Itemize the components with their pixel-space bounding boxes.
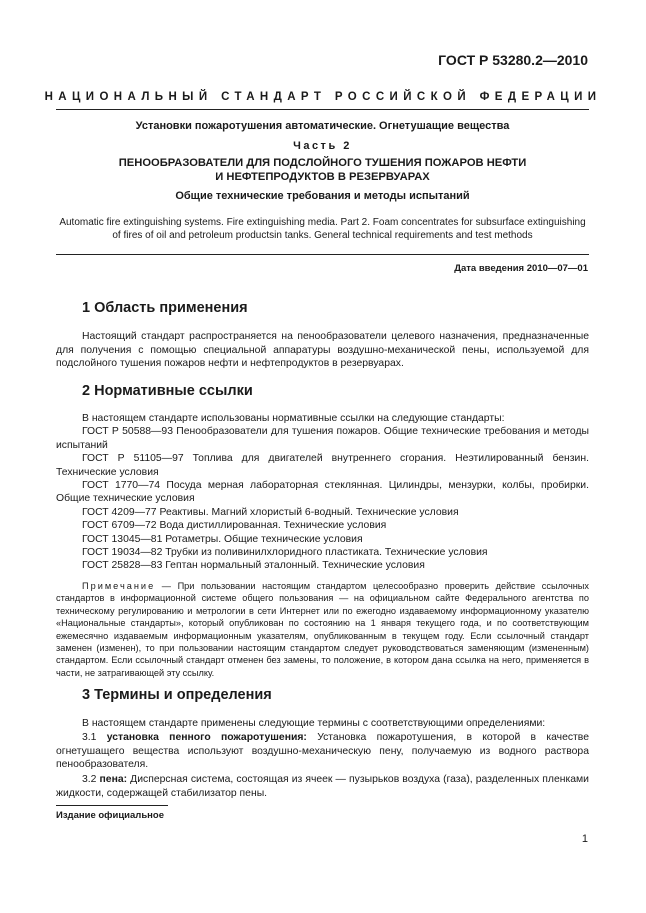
document-number: ГОСТ Р 53280.2—2010 bbox=[438, 52, 588, 68]
reference-item: ГОСТ 25828—83 Гептан нормальный эталонный. Технические условия bbox=[82, 560, 425, 572]
national-standard-banner: НАЦИОНАЛЬНЫЙ СТАНДАРТ РОССИЙСКОЙ ФЕДЕРАЦИИ bbox=[44, 91, 602, 103]
main-title-line1: ПЕНООБРАЗОВАТЕЛИ ДЛЯ ПОДСЛОЙНОГО ТУШЕНИЯ ПОЖАРОВ НЕФТИ bbox=[118, 157, 527, 169]
subtitle: Общие технические требования и методы испытаний bbox=[175, 190, 470, 202]
title-line: Установки пожаротушения автоматические. Огнетушащие вещества bbox=[135, 120, 510, 132]
reference-item: ГОСТ 1770—74 Посуда мерная лабораторная стеклянная. Цилиндры, мензурки, колбы, пробирки. Общие технические условия bbox=[56, 480, 589, 505]
reference-item: ГОСТ 13045—81 Ротаметры. Общие технические условия bbox=[82, 533, 363, 545]
note-text: — При пользовании настоящим стандартом целесообразно проверить действие ссылочных стандартов в информационной системе общего пользования — на официальном сайте Федерального агентства по техническому регулированию и метрологии в сети Интернет или по ежегодно издаваемому информационному указателю «Национальные стандарты», который опубликован по состоянию на 1 января текущего года, и по соответствующим ежемесячно издаваемым информационным указателям, опубликованным в текущем году. Если ссылочный стандарт заменен (изменен), то при пользовании настоящим стандартом следует руководствоваться заменяющим (измененным) стандартом. Если ссылочный стандарт отменен без замены, то положение, в котором дана ссылка на него, применяется в части, не затрагивающей эту ссылку. bbox=[56, 581, 589, 678]
main-title bbox=[56, 156, 589, 184]
section-2-heading: 2 Нормативные ссылки bbox=[82, 383, 253, 399]
reference-item: ГОСТ Р 51105—97 Топлива для двигателей внутреннего сгорания. Неэтилированный бензин. Технические условия bbox=[56, 453, 589, 478]
normative-references bbox=[56, 412, 589, 573]
divider-top bbox=[56, 109, 589, 110]
reference-item: ГОСТ 4209—77 Реактивы. Магний хлористый 6-водный. Технические условия bbox=[82, 506, 459, 518]
reference-item: ГОСТ 19034—82 Трубки из поливинилхлоридного пластиката. Технические условия bbox=[82, 547, 488, 559]
section-1-heading: 1 Область применения bbox=[82, 300, 248, 316]
term-3-1: 3.1 установка пенного пожаротушения: Установка пожаротушения, в которой в качестве огнетушащего вещества используют воздушно-механическую пену, получаемую из водного раствора пенообразователя. bbox=[56, 732, 589, 770]
effective-date: Дата введения 2010—07—01 bbox=[454, 263, 588, 274]
section-1-text: Настоящий стандарт распространяется на пенообразователи целевого назначения, предназначенные для получения с помощью специальной аппаратуры воздушно-механической пены, используемой для подслойного тушения пожаров нефти и нефтепродуктов в резервуарах. bbox=[56, 331, 589, 369]
references-note bbox=[56, 580, 589, 679]
part-number: Часть 2 bbox=[293, 140, 352, 152]
page-number: 1 bbox=[581, 833, 588, 845]
english-title: Automatic fire extinguishing systems. Fire extinguishing media. Part 2. Foam concentrates for subsurface extinguishing of fires of oil and petroleum productsin tanks. General technical requirements and test methods bbox=[59, 217, 586, 241]
divider-bottom bbox=[56, 254, 589, 255]
term-3-2: 3.2 пена: Дисперсная система, состоящая из ячеек — пузырьков воздуха (газа), разделенных пленками жидкости, содержащей стабилизатор пены. bbox=[56, 774, 589, 799]
official-edition-label: Издание официальное bbox=[56, 810, 164, 821]
section-3-heading: 3 Термины и определения bbox=[82, 687, 272, 703]
footnote-rule bbox=[56, 805, 168, 806]
reference-item: ГОСТ 6709—72 Вода дистиллированная. Технические условия bbox=[82, 520, 387, 532]
note-label: Примечание bbox=[82, 581, 156, 591]
references-intro: В настоящем стандарте использованы нормативные ссылки на следующие стандарты: bbox=[82, 413, 505, 424]
terms-intro: В настоящем стандарте применены следующие термины с соответствующими определениями: bbox=[82, 718, 546, 729]
reference-item: ГОСТ Р 50588—93 Пенообразователи для тушения пожаров. Общие технические требования и методы испытаний bbox=[56, 426, 589, 451]
term-name: установка пенного пожаротушения: bbox=[106, 732, 307, 743]
main-title-line2: И НЕФТЕПРОДУКТОВ В РЕЗЕРВУАРАХ bbox=[215, 171, 430, 183]
term-name: пена: bbox=[99, 774, 128, 785]
